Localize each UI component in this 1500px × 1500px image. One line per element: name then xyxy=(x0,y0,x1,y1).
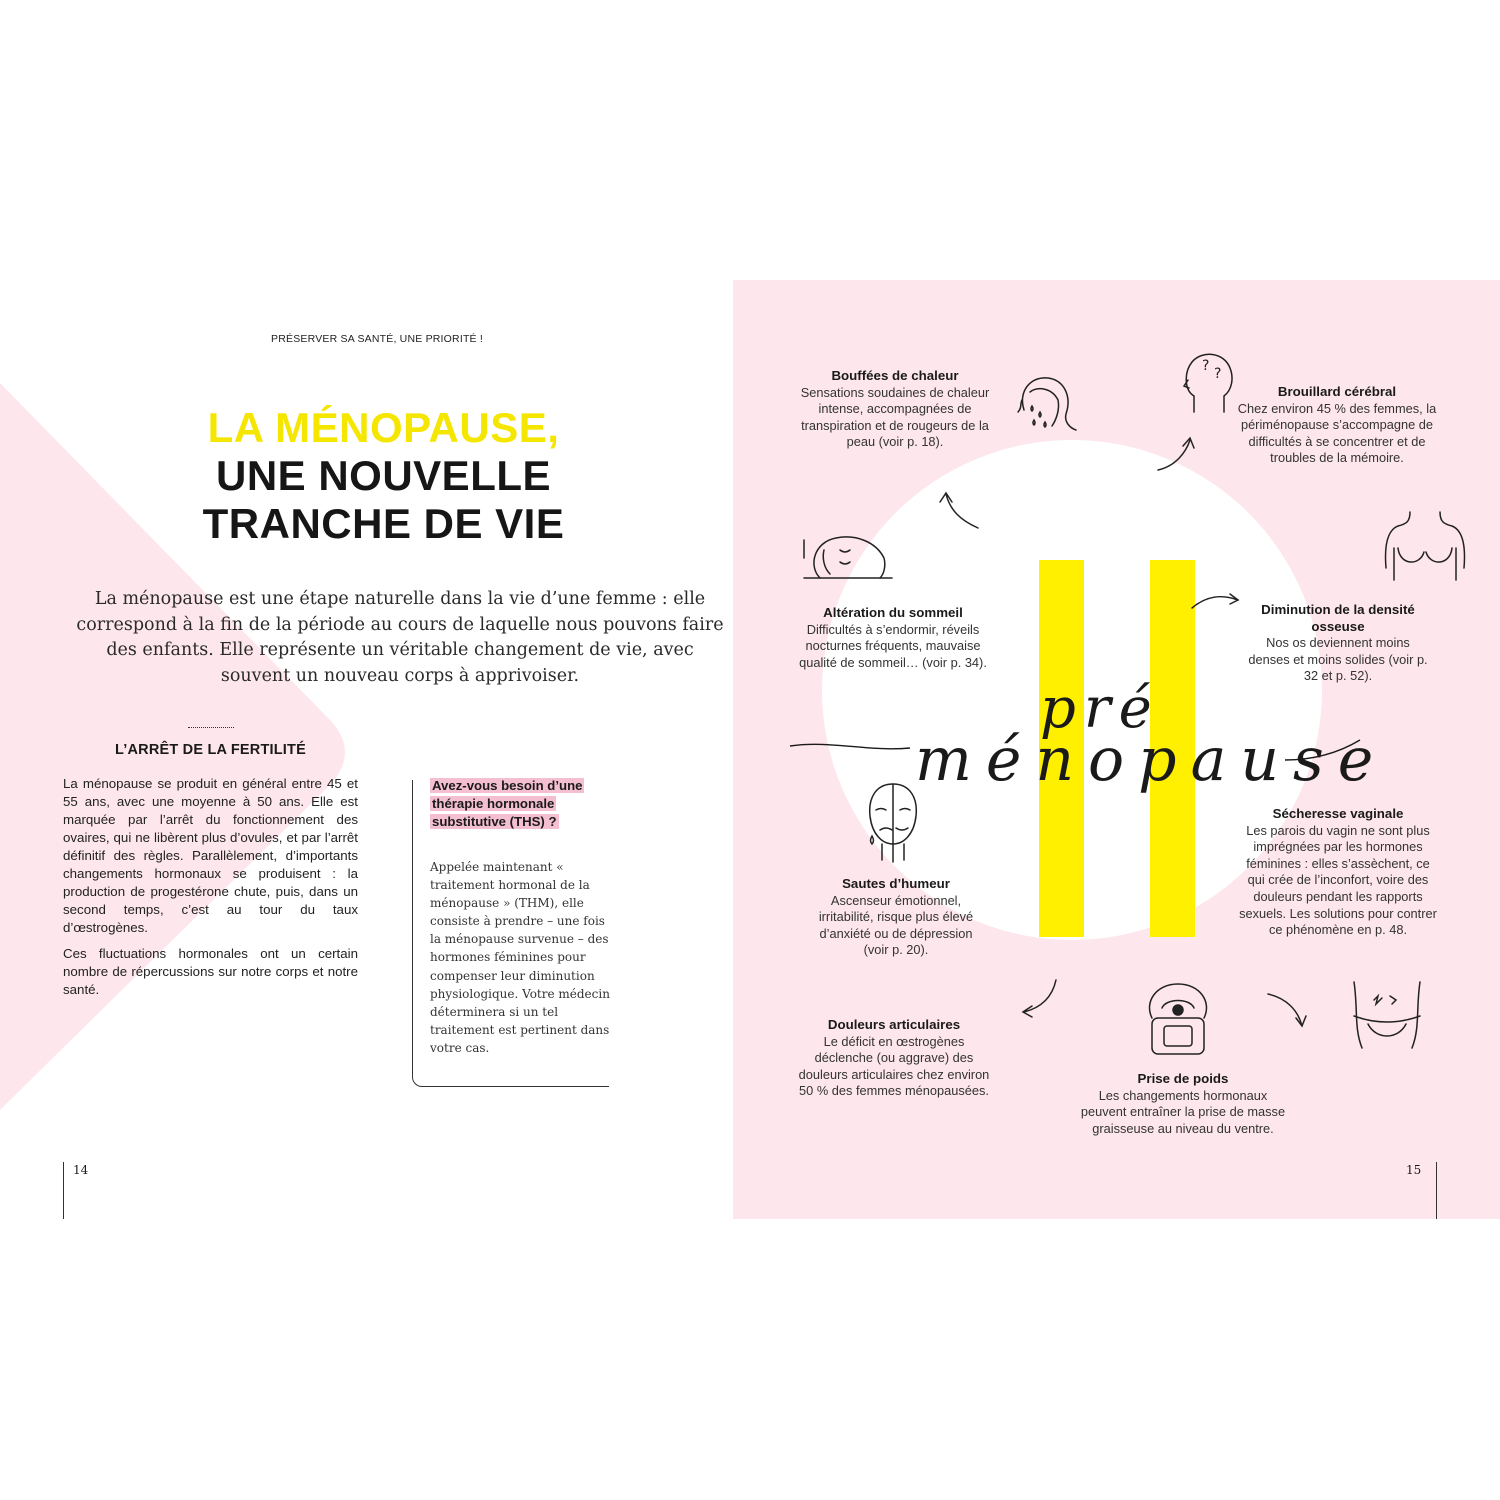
symptom-text: Sensations soudaines de chaleur intense, accompagnées de transpiration et de rougeurs de la peau (voir p. 18). xyxy=(800,384,990,450)
symptom-text: Difficultés à s’endormir, réveils nocturnes fréquents, mauvaise qualité de sommeil… (voir p. 34). xyxy=(799,621,987,670)
running-header: PRÉSERVER SA SANTÉ, UNE PRIORITÉ ! xyxy=(271,333,483,345)
page-number-left: 14 xyxy=(73,1163,89,1177)
symptom-text: Ascenseur émotionnel, irritabilité, risque plus élevé d’anxiété ou de dépression (voir p. 20). xyxy=(818,892,974,958)
page-number-right: 15 xyxy=(1406,1163,1422,1177)
symptom-text: Le déficit en œstrogènes déclenche (ou aggrave) des douleurs articulaires chez environ 50 % des femmes ménopausées. xyxy=(798,1033,990,1099)
symptom-title: Diminution de la densité osseuse xyxy=(1261,602,1415,634)
symptom-text: Les changements hormonaux peuvent entraîner la prise de masse graisseuse au niveau du ventre. xyxy=(1080,1087,1286,1136)
symptom-title: Prise de poids xyxy=(1137,1071,1229,1086)
symptom-title: Sécheresse vaginale xyxy=(1272,806,1404,821)
svg-text:?: ? xyxy=(1214,366,1222,382)
page-rule-right xyxy=(1436,1162,1437,1219)
symptom-title: Sautes d’humeur xyxy=(842,876,950,891)
symptom-text: Nos os deviennent moins denses et moins solides (voir p. 32 et p. 52). xyxy=(1248,635,1428,684)
title-line-3: TRANCHE DE VIE xyxy=(202,500,565,547)
svg-text:?: ? xyxy=(1202,358,1210,374)
symptom-title: Brouillard cérébral xyxy=(1277,384,1397,399)
intro-paragraph: La ménopause est une étape naturelle dans la vie d’une femme : elle correspond à la fin de la période au cours de laquelle nous pouvons faire des enfants. Elle représente un véritable changement de vie, avec souvent un nouveau corps à apprivoiser. xyxy=(76,589,724,686)
symptom-title: Altération du sommeil xyxy=(823,605,963,620)
section-title: L’ARRÊT DE LA FERTILITÉ xyxy=(115,742,306,758)
script-word-pre: pré xyxy=(1040,676,1160,741)
symptom-text: Les parois du vagin ne sont plus imprégnées par les hormones féminines : elles s’assèchent, ce qui crée de l’inconfort, voire des douleurs pendant les rapports sexuels. Les solutions pour contrer ce phénomène en p. 48. xyxy=(1239,822,1437,938)
body-paragraph-1: La ménopause se produit en général entre 45 et 55 ans, avec une moyenne à 50 ans. Elle est marquée par l’arrêt du fonctionnement des ovaires, qui ne libèrent plus d’ovules, et par l’arrêt définitif des règles. Parallèlement, d’importants changements hormonaux se produisent : la production de progestérone chute, puis, dans un second temps, c’est au tour du taux d’œstrogènes. xyxy=(63,776,358,935)
title-line-1: LA MÉNOPAUSE, xyxy=(207,404,560,451)
title-line-2: UNE NOUVELLE xyxy=(215,452,552,499)
sidebar-answer: Appelée maintenant « traitement hormonal de la ménopause » (THM), elle consiste à prendre – une fois la ménopause survenue – des hormones féminines pour compenser leur diminution physiologique. Votre médecin déterminera si un tel traitement est pertinent dans votre cas. xyxy=(430,860,610,1055)
symptom-title: Bouffées de chaleur xyxy=(831,368,959,383)
script-word-menopause: ménopause xyxy=(915,725,1388,795)
symptom-title: Douleurs articulaires xyxy=(827,1017,961,1032)
body-paragraph-2: Ces fluctuations hormonales ont un certain nombre de répercussions sur notre corps et notre santé. xyxy=(63,946,358,997)
sidebar-question-text: Avez-vous besoin d’une thérapie hormonale substitutive (THS) ? xyxy=(432,778,583,829)
symptom-text: Chez environ 45 % des femmes, la périménopause s’accompagne de difficultés à se concentrer et de troubles de la mémoire. xyxy=(1237,400,1437,466)
